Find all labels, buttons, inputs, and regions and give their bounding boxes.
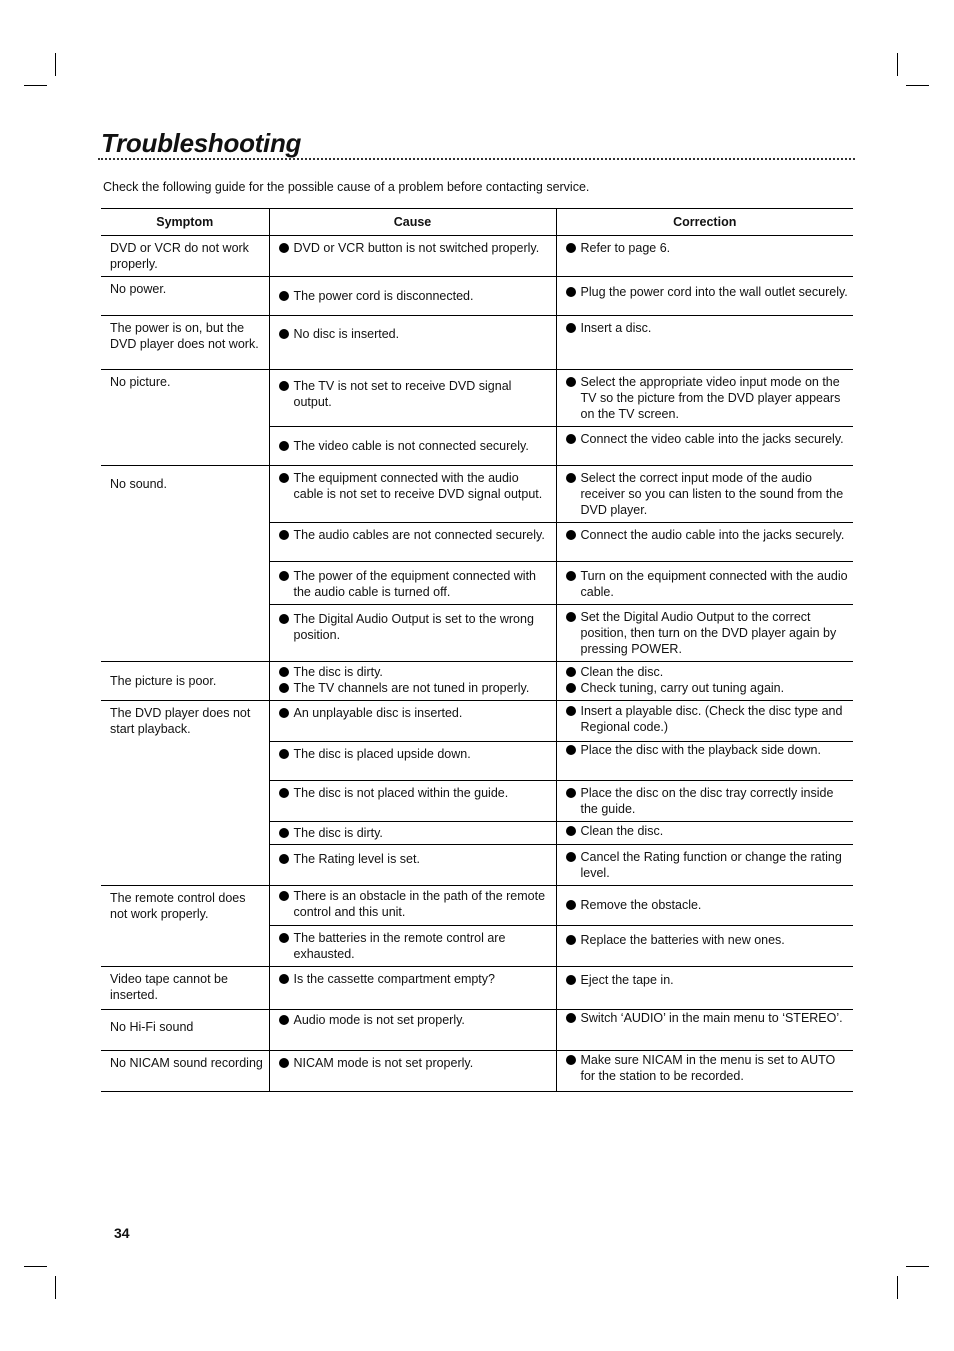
table-row [101,523,853,562]
bullet-icon [279,1058,289,1068]
cause-cell: The Rating level is set. [269,844,556,885]
cause-cell: The disc is dirty. The TV channels are not tuned in properly. [269,662,556,701]
table-header-row [101,209,853,236]
symptom-cell: Video tape cannot be inserted. [101,967,269,1010]
bullet-icon [279,329,289,339]
table-row [101,1051,853,1092]
symptom-cell: No NICAM sound recording [101,1051,269,1092]
table-row [101,926,853,967]
bullet-icon [279,1015,289,1025]
bullet-icon [279,974,289,984]
correction-cell: Refer to page 6. [556,236,853,277]
bullet-icon [566,377,576,387]
correction-cell: Clean the disc. [556,821,853,844]
crop-mark [906,1266,929,1267]
bullet-icon [566,243,576,253]
correction-cell: Replace the batteries with new ones. [556,926,853,967]
bullet-icon [566,900,576,910]
cause-cell: The power cord is disconnected. [269,277,556,316]
table-row [101,741,853,780]
correction-cell: Cancel the Rating function or change the rating level. [556,844,853,885]
crop-mark [897,53,898,76]
bullet-icon [279,441,289,451]
bullet-icon [566,935,576,945]
correction-cell: Insert a playable disc. (Check the disc type and Regional code.) [556,701,853,742]
cause-cell: NICAM mode is not set properly. [269,1051,556,1092]
table-row [101,844,853,885]
correction-cell: Switch ‘AUDIO’ in the main menu to ‘STEREO’. [556,1010,853,1051]
symptom-cell: DVD or VCR do not work properly. [101,236,269,277]
cause-cell: The audio cables are not connected securely. [269,523,556,562]
troubleshooting-table [101,208,853,1092]
crop-mark [906,85,929,86]
bullet-icon [566,530,576,540]
bullet-icon [279,473,289,483]
symptom-cell: No picture. [110,375,171,389]
table-row [101,1010,853,1051]
symptom-cell [101,523,269,562]
bullet-icon [566,287,576,297]
correction-cell: Remove the obstacle. [556,885,853,926]
bullet-icon [566,434,576,444]
intro-text: Check the following guide for the possible cause of a problem before contacting service. [103,180,590,194]
bullet-icon [279,891,289,901]
table-row [101,662,853,701]
correction-cell: Place the disc with the playback side down. [556,741,853,780]
crop-mark [55,53,56,76]
cause-cell: The equipment connected with the audio cable is not set to receive DVD signal output. [269,466,556,523]
correction-cell: Make sure NICAM in the menu is set to AUTO for the station to be recorded. [556,1051,853,1092]
bullet-icon [566,612,576,622]
symptom-cell [101,844,269,885]
cause-cell: An unplayable disc is inserted. [269,701,556,742]
correction-cell: Place the disc on the disc tray correctly inside the guide. [556,780,853,821]
correction-cell: Set the Digital Audio Output to the correct position, then turn on the DVD player again by pressing POWER. [556,605,853,662]
page-number: 34 [114,1225,130,1241]
bullet-icon [566,323,576,333]
page-title: Troubleshooting [101,128,302,158]
correction-cell: Select the appropriate video input mode on the TV so the picture from the DVD player appears on the TV screen. [556,370,853,427]
bullet-icon [566,571,576,581]
cause-cell: There is an obstacle in the path of the remote control and this unit. [269,885,556,926]
table-row [101,427,853,466]
symptom-cell: The power is on, but the DVD player does not work. [101,316,269,370]
bullet-icon [566,473,576,483]
bullet-icon [279,614,289,624]
table-row [101,370,853,427]
bullet-icon [279,683,289,693]
bullet-icon [279,381,289,391]
bullet-icon [566,826,576,836]
symptom-cell: No power. [101,277,269,316]
cause-cell: The TV is not set to receive DVD signal output. [269,370,556,427]
bullet-icon [566,667,576,677]
cause-cell: The power of the equipment connected with the audio cable is turned off. [269,562,556,605]
symptom-cell: The remote control does not work properly. [110,890,246,921]
bullet-icon [279,828,289,838]
symptom-cell: No Hi-Fi sound [101,1010,269,1051]
symptom-cell [101,562,269,605]
symptom-cell [101,926,269,967]
correction-cell: Connect the audio cable into the jacks securely. [556,523,853,562]
correction-cell: Select the correct input mode of the audio receiver so you can listen to the sound from the DVD player. [556,466,853,523]
table-row [101,821,853,844]
table-row [101,780,853,821]
cause-header: Cause [269,209,556,236]
bullet-icon [566,975,576,985]
symptom-cell [101,780,269,821]
table-row [101,562,853,605]
crop-mark [24,85,47,86]
bullet-icon [279,749,289,759]
cause-cell: Audio mode is not set properly. [269,1010,556,1051]
bullet-icon [566,788,576,798]
correction-header: Correction [556,209,853,236]
bullet-icon [566,745,576,755]
symptom-cell [101,741,269,780]
bullet-icon [566,1013,576,1023]
cause-cell: The video cable is not connected securely. [269,427,556,466]
symptom-cell: The picture is poor. [101,662,269,701]
bullet-icon [279,854,289,864]
correction-cell: Clean the disc. Check tuning, carry out tuning again. [556,662,853,701]
bullet-icon [566,1055,576,1065]
bullet-icon [279,571,289,581]
bullet-icon [279,708,289,718]
cause-cell: The disc is placed upside down. [269,741,556,780]
cause-cell: The batteries in the remote control are exhausted. [269,926,556,967]
table-row [101,701,853,742]
symptom-cell: No sound. [110,477,167,491]
table-row [101,466,853,523]
crop-mark [897,1276,898,1299]
bullet-icon [279,530,289,540]
table-row [101,967,853,1010]
crop-mark [24,1266,47,1267]
crop-mark [55,1276,56,1299]
bullet-icon [566,706,576,716]
cause-cell: No disc is inserted. [269,316,556,370]
cause-cell: The disc is dirty. [269,821,556,844]
symptom-cell [101,427,269,466]
title-divider [98,158,855,160]
symptom-header: Symptom [101,209,269,236]
table-row [101,316,853,370]
table-row [101,605,853,662]
symptom-cell [101,821,269,844]
bullet-icon [279,243,289,253]
correction-cell: Turn on the equipment connected with the audio cable. [556,562,853,605]
cause-cell: DVD or VCR button is not switched properly. [269,236,556,277]
bullet-icon [279,933,289,943]
bullet-icon [279,788,289,798]
cause-cell: The disc is not placed within the guide. [269,780,556,821]
symptom-cell: The DVD player does not start playback. [110,706,251,736]
table-row [101,277,853,316]
correction-cell: Connect the video cable into the jacks securely. [556,427,853,466]
bullet-icon [279,667,289,677]
correction-cell: Plug the power cord into the wall outlet securely. [556,277,853,316]
correction-cell: Insert a disc. [556,316,853,370]
symptom-cell [101,605,269,662]
bullet-icon [279,291,289,301]
bullet-icon [566,683,576,693]
table-row [101,236,853,277]
table-row [101,885,853,926]
cause-cell: The Digital Audio Output is set to the wrong position. [269,605,556,662]
bullet-icon [566,852,576,862]
cause-cell: Is the cassette compartment empty? [269,967,556,1010]
correction-cell: Eject the tape in. [556,967,853,1010]
